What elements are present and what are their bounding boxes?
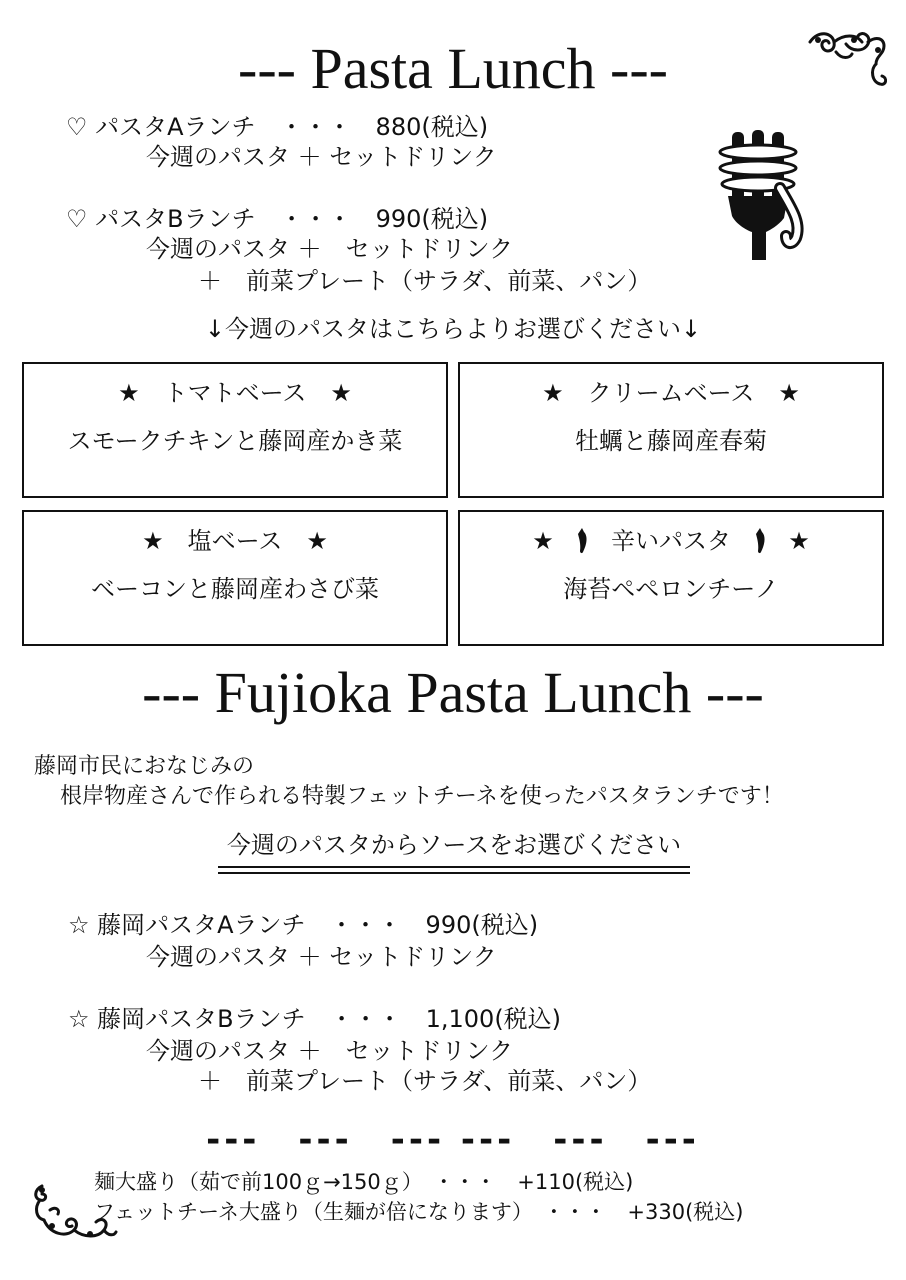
menu-item-pasta-b-desc-2: ＋ 前菜プレート（サラダ、前菜、パン） [198,267,652,295]
intro-line-2: 根岸物産さんで作られる特製フェットチーネを使ったパスタランチです！ [60,784,784,809]
fork-pasta-icon [718,126,808,260]
menu-item-pasta-a-desc: 今週のパスタ ＋ セットドリンク [146,143,497,171]
option-box-tomato [22,362,448,498]
menu-item-fujioka-pasta-b-desc-2: ＋ 前菜プレート（サラダ、前菜、パン） [198,1067,652,1095]
option-heading: ★ 塩ベース ★ [142,527,328,555]
underline [218,866,690,868]
underline [218,872,690,874]
option-box-cream [458,362,884,498]
sauce-choice-heading: 今週のパスタからソースをお選びください [226,831,682,859]
option-dish: 牡蠣と藤岡産春菊 [575,427,767,455]
option-dish: ベーコンと藤岡産わさび菜 [91,575,379,603]
option-dish: 海苔ペペロンチーノ [563,575,779,603]
star-right: ★ [788,527,810,555]
option-heading-text: 辛いパスタ [611,527,731,555]
star-left: ★ [532,527,554,555]
option-heading: ★ クリームベース ★ [542,379,800,407]
menu-item-fujioka-pasta-a-desc: 今週のパスタ ＋ セットドリンク [146,943,497,971]
page-title-pasta-lunch: --- Pasta Lunch --- [238,36,668,101]
chili-pepper-icon [575,528,589,554]
menu-item-fujioka-pasta-b-desc: 今週のパスタ ＋ セットドリンク [146,1037,514,1065]
menu-item-pasta-a: ♡ パスタAランチ ・・・ 880(税込) [66,113,489,141]
extra-option-large-fettuccine: フェットチーネ大盛り（生麺が倍になります） ・・・ +330(税込) [94,1200,744,1224]
menu-item-fujioka-pasta-a: ☆ 藤岡パスタAランチ ・・・ 990(税込) [68,911,539,939]
chili-pepper-icon [753,528,767,554]
option-heading [460,526,882,556]
extra-option-large-noodles: 麺大盛り（茹で前100ｇ→150ｇ） ・・・ +110(税込) [94,1170,634,1194]
option-box-spicy [458,510,884,646]
menu-item-fujioka-pasta-b: ☆ 藤岡パスタBランチ ・・・ 1,100(税込) [68,1005,562,1033]
menu-item-pasta-b-desc: 今週のパスタ ＋ セットドリンク [146,235,514,263]
corner-ornament-icon [30,1180,118,1244]
option-dish: スモークチキンと藤岡産かき菜 [67,427,403,455]
intro-line-1: 藤岡市民におなじみの [34,754,255,779]
choose-pasta-note: ↓今週のパスタはこちらよりお選びください↓ [204,315,702,343]
section-divider: --- --- --- --- --- --- [206,1120,700,1160]
option-box-salt [22,510,448,646]
option-heading: ★ トマトベース ★ [118,379,352,407]
corner-ornament-icon [806,28,888,90]
page-title-fujioka-pasta-lunch: --- Fujioka Pasta Lunch --- [142,660,764,725]
menu-item-pasta-b: ♡ パスタBランチ ・・・ 990(税込) [66,205,489,233]
